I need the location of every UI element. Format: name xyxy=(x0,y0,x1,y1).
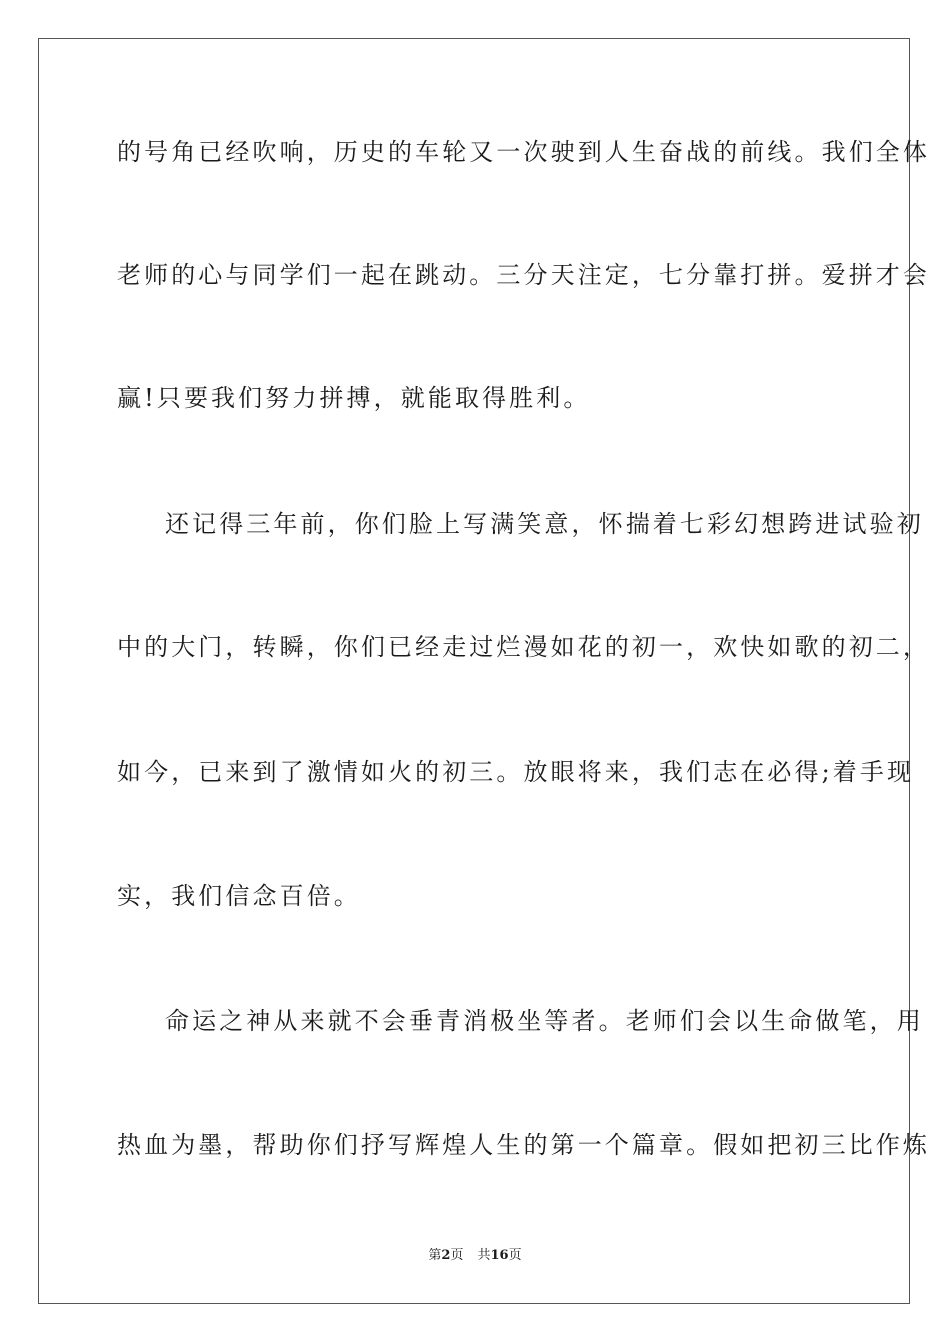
total-suffix: 页 xyxy=(508,1248,522,1263)
page-footer xyxy=(0,1247,950,1265)
page-number: 2 xyxy=(441,1248,451,1263)
paragraph-line: 还记得三年前，你们脸上写满笑意，怀揣着七彩幻想跨进试验初 xyxy=(165,510,924,538)
page-frame xyxy=(38,38,930,1304)
paragraph-line: 实，我们信念百倍。 xyxy=(117,882,361,910)
paragraph-line: 老师的心与同学们一起在跳动。三分天注定，七分靠打拼。爱拼才会 xyxy=(117,261,930,289)
paragraph-line: 中的大门，转瞬，你们已经走过烂漫如花的初一，欢快如歌的初二， xyxy=(117,633,930,661)
page-suffix: 页 xyxy=(450,1248,464,1263)
paragraph-line: 如今，已来到了激情如火的初三。放眼将来，我们志在必得;着手现 xyxy=(117,758,915,786)
paragraph-line: 命运之神从来就不会垂青消极坐等者。老师们会以生命做笔，用 xyxy=(165,1007,924,1035)
page-prefix: 第 xyxy=(428,1248,442,1263)
total-pages: 16 xyxy=(490,1248,509,1263)
paragraph-line: 赢!只要我们努力拼搏，就能取得胜利。 xyxy=(117,384,591,412)
total-prefix: 共 xyxy=(477,1248,491,1263)
paragraph-line: 的号角已经吹响，历史的车轮又一次驶到人生奋战的前线。我们全体 xyxy=(117,138,930,166)
paragraph-line: 热血为墨，帮助你们抒写辉煌人生的第一个篇章。假如把初三比作炼 xyxy=(117,1131,930,1159)
